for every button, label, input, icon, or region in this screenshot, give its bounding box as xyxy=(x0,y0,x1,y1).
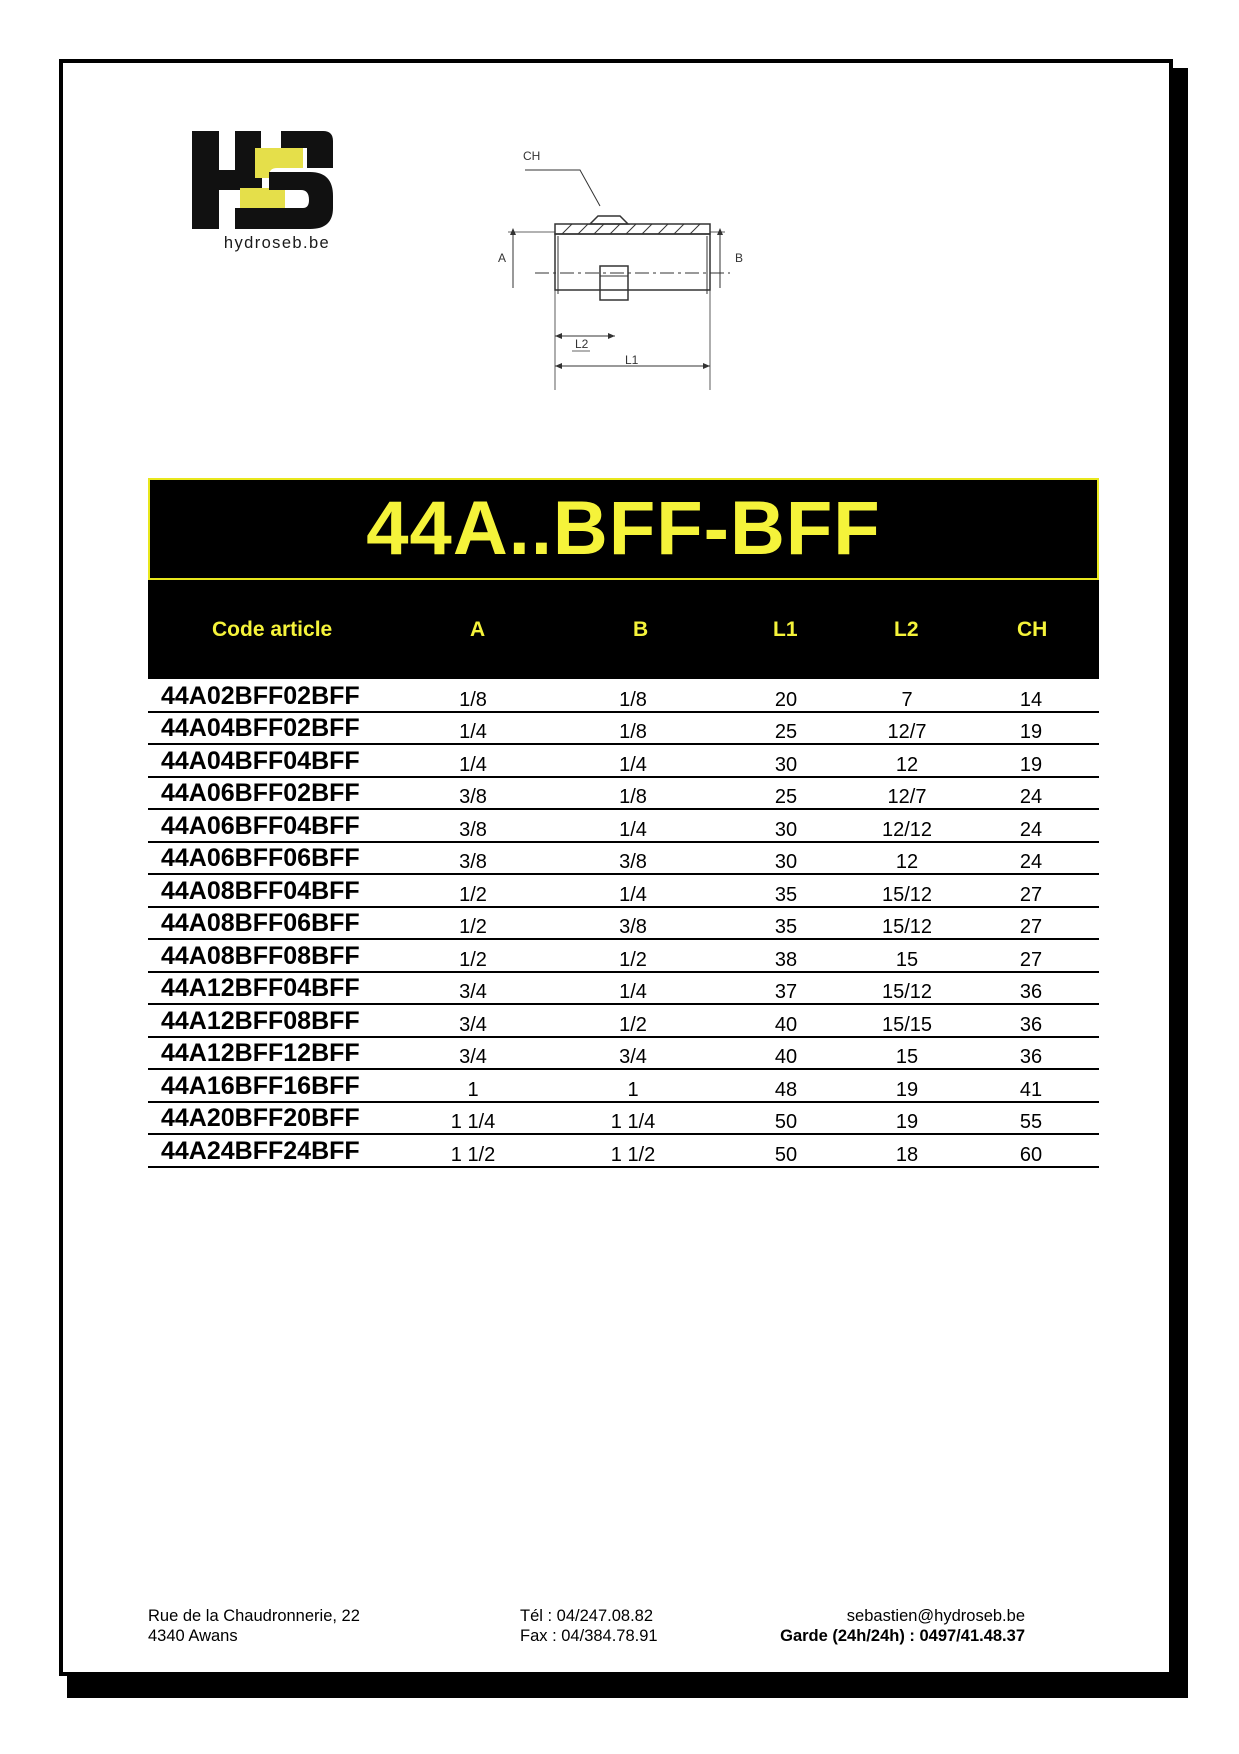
cell-code: 44A12BFF12BFF xyxy=(161,1039,360,1067)
table-row xyxy=(148,745,1099,778)
cell-l1: 30 xyxy=(774,851,798,873)
cell-code: 44A08BFF04BFF xyxy=(161,876,360,905)
cell-ch: 24 xyxy=(1019,851,1043,873)
cell-l2: 15/12 xyxy=(881,883,933,906)
cell-l1: 30 xyxy=(774,753,798,776)
logo-caption: hydroseb.be xyxy=(223,234,331,252)
cell-a: 3/4 xyxy=(459,1046,487,1068)
cell-l2: 12/7 xyxy=(887,786,927,808)
cell-b: 1/8 xyxy=(619,721,647,743)
table-row xyxy=(148,1103,1099,1136)
header-code-article: Code article xyxy=(212,618,333,641)
cell-l2: 15/15 xyxy=(881,1013,933,1036)
cell-code: 44A04BFF02BFF xyxy=(161,714,360,742)
cell-code: 44A08BFF08BFF xyxy=(161,941,360,970)
cell-l1: 20 xyxy=(774,688,798,711)
cell-l2: 12 xyxy=(895,851,919,873)
cell-ch: 14 xyxy=(1019,688,1043,711)
cell-l1: 35 xyxy=(774,916,798,938)
cell-code: 44A16BFF16BFF xyxy=(161,1071,360,1100)
label-ch: CH xyxy=(523,149,541,163)
table-row xyxy=(148,843,1099,876)
cell-l2: 19 xyxy=(895,1078,919,1101)
cell-b: 1 1/4 xyxy=(610,1111,656,1133)
cell-a: 3/4 xyxy=(459,981,487,1003)
cell-l2: 15/12 xyxy=(881,981,933,1003)
cell-code: 44A08BFF06BFF xyxy=(161,909,360,937)
cell-a: 3/4 xyxy=(459,1013,487,1036)
cell-a: 3/8 xyxy=(459,818,487,841)
cell-ch: 24 xyxy=(1019,786,1043,808)
phone-number: Tél : 04/247.08.82 xyxy=(520,1607,654,1625)
cell-b: 1/2 xyxy=(619,1013,647,1036)
cell-a: 1 xyxy=(467,1078,479,1101)
cell-a: 1/4 xyxy=(459,721,487,743)
cell-a: 1/2 xyxy=(459,883,487,906)
table-row xyxy=(148,778,1099,811)
header-a: A xyxy=(470,618,486,641)
cell-b: 1/4 xyxy=(619,883,647,906)
title-banner xyxy=(148,478,1099,580)
cell-l1: 40 xyxy=(774,1046,798,1068)
cell-l2: 15/12 xyxy=(881,916,933,938)
cell-code: 44A06BFF02BFF xyxy=(161,779,360,807)
label-b: B xyxy=(735,251,744,265)
cell-b: 1 xyxy=(627,1078,639,1101)
cell-code: 44A12BFF08BFF xyxy=(161,1006,360,1035)
cell-ch: 60 xyxy=(1019,1143,1043,1166)
cell-b: 1/4 xyxy=(619,981,647,1003)
table-row xyxy=(148,940,1099,973)
cell-a: 1/2 xyxy=(459,948,487,971)
cell-a: 3/8 xyxy=(459,851,487,873)
cell-l1: 50 xyxy=(774,1143,798,1166)
label-a: A xyxy=(498,251,507,265)
cell-a: 3/8 xyxy=(459,786,487,808)
product-series-title: 44A..BFF-BFF xyxy=(366,486,881,571)
cell-l2: 12/12 xyxy=(881,818,933,841)
table-row xyxy=(148,1070,1099,1103)
cell-l2: 12/7 xyxy=(887,721,927,743)
cell-l2: 15 xyxy=(895,948,919,971)
cell-b: 3/4 xyxy=(619,1046,647,1068)
address-city: 4340 Awans xyxy=(148,1627,238,1645)
cell-b: 1/8 xyxy=(619,786,647,808)
cell-l2: 19 xyxy=(895,1111,919,1133)
cell-l1: 50 xyxy=(774,1111,798,1133)
cell-code: 44A12BFF04BFF xyxy=(161,974,360,1002)
cell-l2: 12 xyxy=(895,753,919,776)
table-row xyxy=(148,1038,1099,1071)
table-row xyxy=(148,713,1099,746)
fitting-technical-drawing xyxy=(480,140,780,420)
table-row xyxy=(148,973,1099,1006)
table-row xyxy=(148,680,1099,713)
cell-code: 44A24BFF24BFF xyxy=(161,1136,360,1165)
product-table xyxy=(148,680,1099,1168)
table-row xyxy=(148,1005,1099,1038)
label-l2: L2 xyxy=(575,337,589,351)
fax-number: Fax : 04/384.78.91 xyxy=(520,1627,658,1645)
table-row xyxy=(148,1135,1099,1168)
cell-a: 1 1/2 xyxy=(450,1143,496,1166)
table-row xyxy=(148,908,1099,941)
cell-ch: 55 xyxy=(1019,1111,1043,1133)
cell-a: 1/2 xyxy=(459,916,487,938)
cell-b: 3/8 xyxy=(619,916,647,938)
cell-l2: 15 xyxy=(895,1046,919,1068)
cell-ch: 27 xyxy=(1019,883,1043,906)
cell-ch: 36 xyxy=(1019,981,1043,1003)
footer-phone xyxy=(520,1606,658,1646)
cell-l2: 7 xyxy=(901,688,913,711)
footer-contact xyxy=(780,1606,1025,1646)
table-header xyxy=(148,580,1099,679)
cell-l1: 40 xyxy=(774,1013,798,1036)
cell-a: 1 1/4 xyxy=(450,1111,496,1133)
cell-code: 44A04BFF04BFF xyxy=(161,746,360,775)
cell-b: 3/8 xyxy=(619,851,647,873)
cell-l1: 30 xyxy=(774,818,798,841)
cell-a: 1/4 xyxy=(459,753,487,776)
cell-ch: 19 xyxy=(1019,753,1043,776)
cell-ch: 36 xyxy=(1019,1046,1043,1068)
cell-b: 1 1/2 xyxy=(610,1143,656,1166)
cell-a: 1/8 xyxy=(459,688,487,711)
cell-l1: 38 xyxy=(774,948,798,971)
cell-ch: 27 xyxy=(1019,916,1043,938)
cell-b: 1/2 xyxy=(619,948,647,971)
cell-l1: 35 xyxy=(774,883,798,906)
cell-code: 44A06BFF06BFF xyxy=(161,844,360,872)
cell-ch: 19 xyxy=(1019,721,1043,743)
cell-ch: 41 xyxy=(1019,1078,1043,1101)
cell-code: 44A06BFF04BFF xyxy=(161,811,360,840)
header-l2: L2 xyxy=(894,618,919,641)
header-ch: CH xyxy=(1017,618,1048,641)
header-b: B xyxy=(633,618,649,641)
cell-code: 44A02BFF02BFF xyxy=(161,681,360,710)
table-row xyxy=(148,875,1099,908)
cell-l2: 18 xyxy=(895,1143,919,1166)
cell-ch: 36 xyxy=(1019,1013,1043,1036)
cell-code: 44A20BFF20BFF xyxy=(161,1104,360,1132)
cell-b: 1/8 xyxy=(619,688,647,711)
address-street: Rue de la Chaudronnerie, 22 xyxy=(148,1607,360,1625)
header-l1: L1 xyxy=(773,618,798,641)
label-l1: L1 xyxy=(625,353,639,367)
cell-ch: 24 xyxy=(1019,818,1043,841)
cell-b: 1/4 xyxy=(619,818,647,841)
table-row xyxy=(148,810,1099,843)
cell-l1: 25 xyxy=(774,786,798,808)
email-link[interactable]: sebastien@hydroseb.be xyxy=(846,1607,1025,1625)
cell-b: 1/4 xyxy=(619,753,647,776)
emergency-line: Garde (24h/24h) : 0497/41.48.37 xyxy=(780,1627,1025,1645)
footer-address xyxy=(148,1606,360,1646)
cell-l1: 37 xyxy=(774,981,798,1003)
cell-l1: 48 xyxy=(774,1078,798,1101)
cell-ch: 27 xyxy=(1019,948,1043,971)
cell-l1: 25 xyxy=(774,721,798,743)
